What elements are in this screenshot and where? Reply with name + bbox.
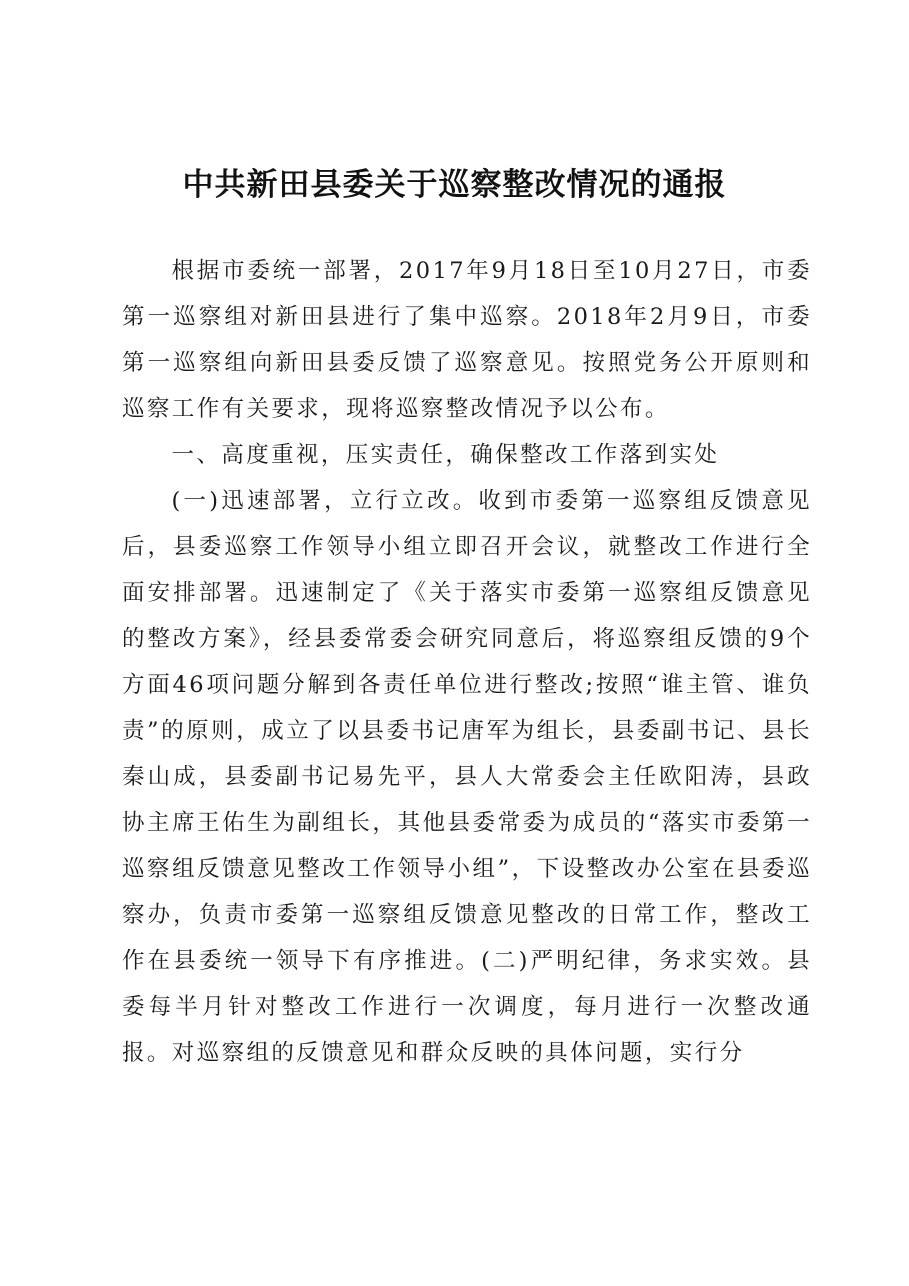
paragraph-intro: 根据市委统一部署，2017年9月18日至10月27日，市委第一巡察组对新田县进行了集中巡察。2018年2月9日，市委第一巡察组向新田县委反馈了巡察意见。按照党务公开原则和巡察工作有关要求，现将巡察整改情况予以公布。 [122,258,812,422]
document-title: 中共新田县委关于巡察整改情况的通报 [182,167,727,203]
document-body [122,248,812,1076]
section-heading-1: 一、高度重视，压实责任，确保整改工作落到实处 [171,442,720,468]
paragraph-section-1-1: (一)迅速部署，立行立改。收到市委第一巡察组反馈意见后，县委巡察工作领导小组立即召开会议，就整改工作进行全面安排部署。迅速制定了《关于落实市委第一巡察组反馈意见的整改方案》，经县委常委会研究同意后，将巡察组反馈的9个方面46项问题分解到各责任单位进行整改;按照“谁主管、谁负责”的原则，成立了以县委书记唐军为组长，县委副书记、县长秦山成，县委副书记易先平，县人大常委会主任欧阳涛，县政协主席王佑生为副组长，其他县委常委为成员的“落实市委第一巡察组反馈意见整改工作领导小组”，下设整改办公室在县委巡察办，负责市委第一巡察组反馈意见整改的日常工作，整改工作在县委统一领导下有序推进。(二)严明纪律，务求实效。县委每半月针对整改工作进行一次调度，每月进行一次整改通报。对巡察组的反馈意见和群众反映的具体问题，实行分 [122,488,812,1066]
